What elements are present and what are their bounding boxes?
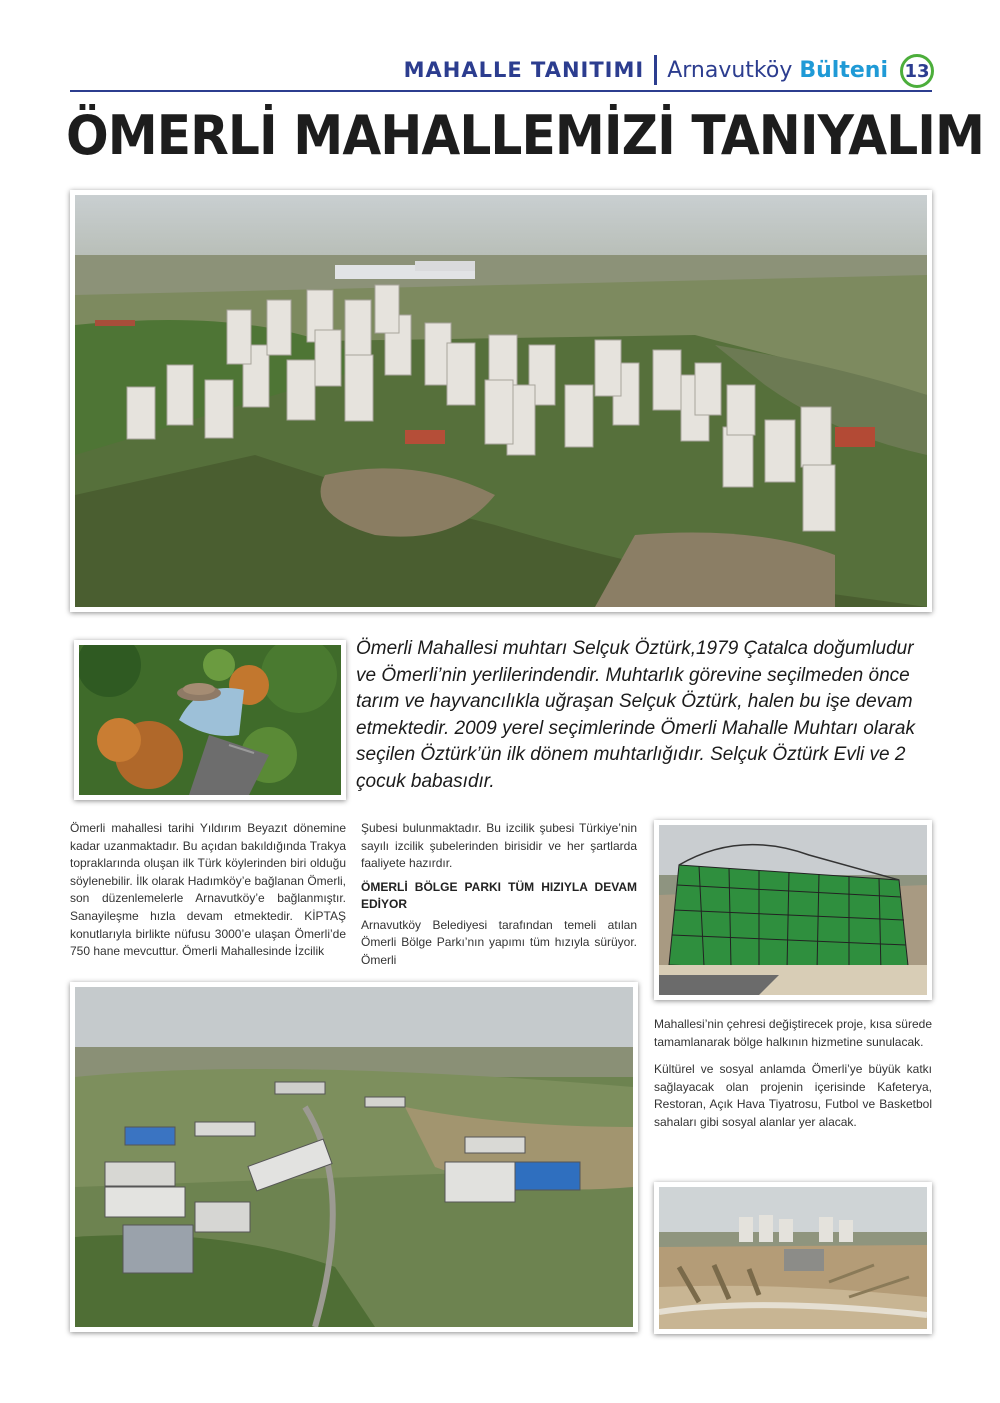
article-subheading: ÖMERLİ BÖLGE PARKI TÜM HIZIYLA DEVAM EDİYOR xyxy=(361,879,637,911)
brand-bold: Bülteni xyxy=(799,57,888,83)
brand-light: Arnavutköy xyxy=(667,57,793,83)
park-cafe-illustration xyxy=(79,645,341,795)
article-column-2 xyxy=(361,820,637,970)
article-paragraph: Kültürel ve sosyal anlamda Ömerli’ye büyük katkı sağlayacak olan projenin içerisinde Kafeterya, Restoran, Açık Hava Tiyatrosu, Futbol ve Basketbol sahaları gibi sosyal alanlar yer alacak. xyxy=(654,1062,932,1129)
park-render-photo xyxy=(74,640,346,800)
industrial-area-illustration xyxy=(75,987,633,1327)
aerial-housing-illustration xyxy=(75,195,927,607)
football-pitch-photo xyxy=(654,820,932,1000)
park-construction-illustration xyxy=(659,1187,927,1329)
industrial-area-photo xyxy=(70,982,638,1332)
header-rule xyxy=(70,90,932,92)
section-label: MAHALLE TANITIMI xyxy=(403,58,645,82)
article-paragraph: Mahallesi’nin çehresi değiştirecek proje, kısa sürede tamamlanarak bölge halkının hizmetine sunulacak. xyxy=(654,1017,932,1049)
article-paragraph: Şubesi bulunmaktadır. Bu izcilik şubesi Türkiye’nin sayılı izcilik şubelerinden birisidir ve her şartlarda faaliyete hazırdır. xyxy=(361,821,637,871)
header-divider xyxy=(654,55,657,85)
article-column-1 xyxy=(70,820,346,961)
football-pitch-illustration xyxy=(659,825,927,995)
newsletter-name xyxy=(667,58,888,83)
lead-paragraph: Ömerli Mahallesi muhtarı Selçuk Öztürk,1979 Çatalca doğumludur ve Ömerli’nin yerlilerindendir. Muhtarlık görevine seçilmeden önce tarım ve hayvancılıkla uğraşan Selçuk Öztürk, halen bu işe devam etmektedir. 2009 yerel seçimlerinde Ömerli Mahalle Muhtarı olarak seçilen Öztürk’ün ilk dönem muhtarlığıdır. Selçuk Öztürk Evli ve 2 çocuk babasıdır. xyxy=(356,638,915,792)
aerial-housing-photo xyxy=(70,190,932,612)
article-column-3 xyxy=(654,1016,932,1132)
article-paragraph: Arnavutköy Belediyesi tarafından temeli atılan Ömerli Bölge Parkı’nın yapımı tüm hızıyla sürüyor. Ömerli xyxy=(361,917,637,967)
park-construction-photo xyxy=(654,1182,932,1334)
page-title: ÖMERLİ MAHALLEMİZİ TANIYALIM xyxy=(66,104,985,167)
article-paragraph: Ömerli mahallesi tarihi Yıldırım Beyazıt dönemine kadar uzanmaktadır. Bu açıdan bakıldığında Trakya topraklarında oluşan ilk Türk köylerinden biri olduğu söylenebilir. İlk olarak Hadımköy’e bağlanan Ömerli, son düzenlemelerle Arnavutköy’e bağlanmıştır. Sanayileşme hızla devam etmektedir. KİPTAŞ konutlarıyla birlikte nüfusu 3000’e ulaşan Ömerli’de 750 hane mevcuttur. Ömerli Mahallesinde İzcilik xyxy=(70,821,346,959)
page-number-badge: 13 xyxy=(900,54,934,88)
page-header xyxy=(404,52,888,88)
